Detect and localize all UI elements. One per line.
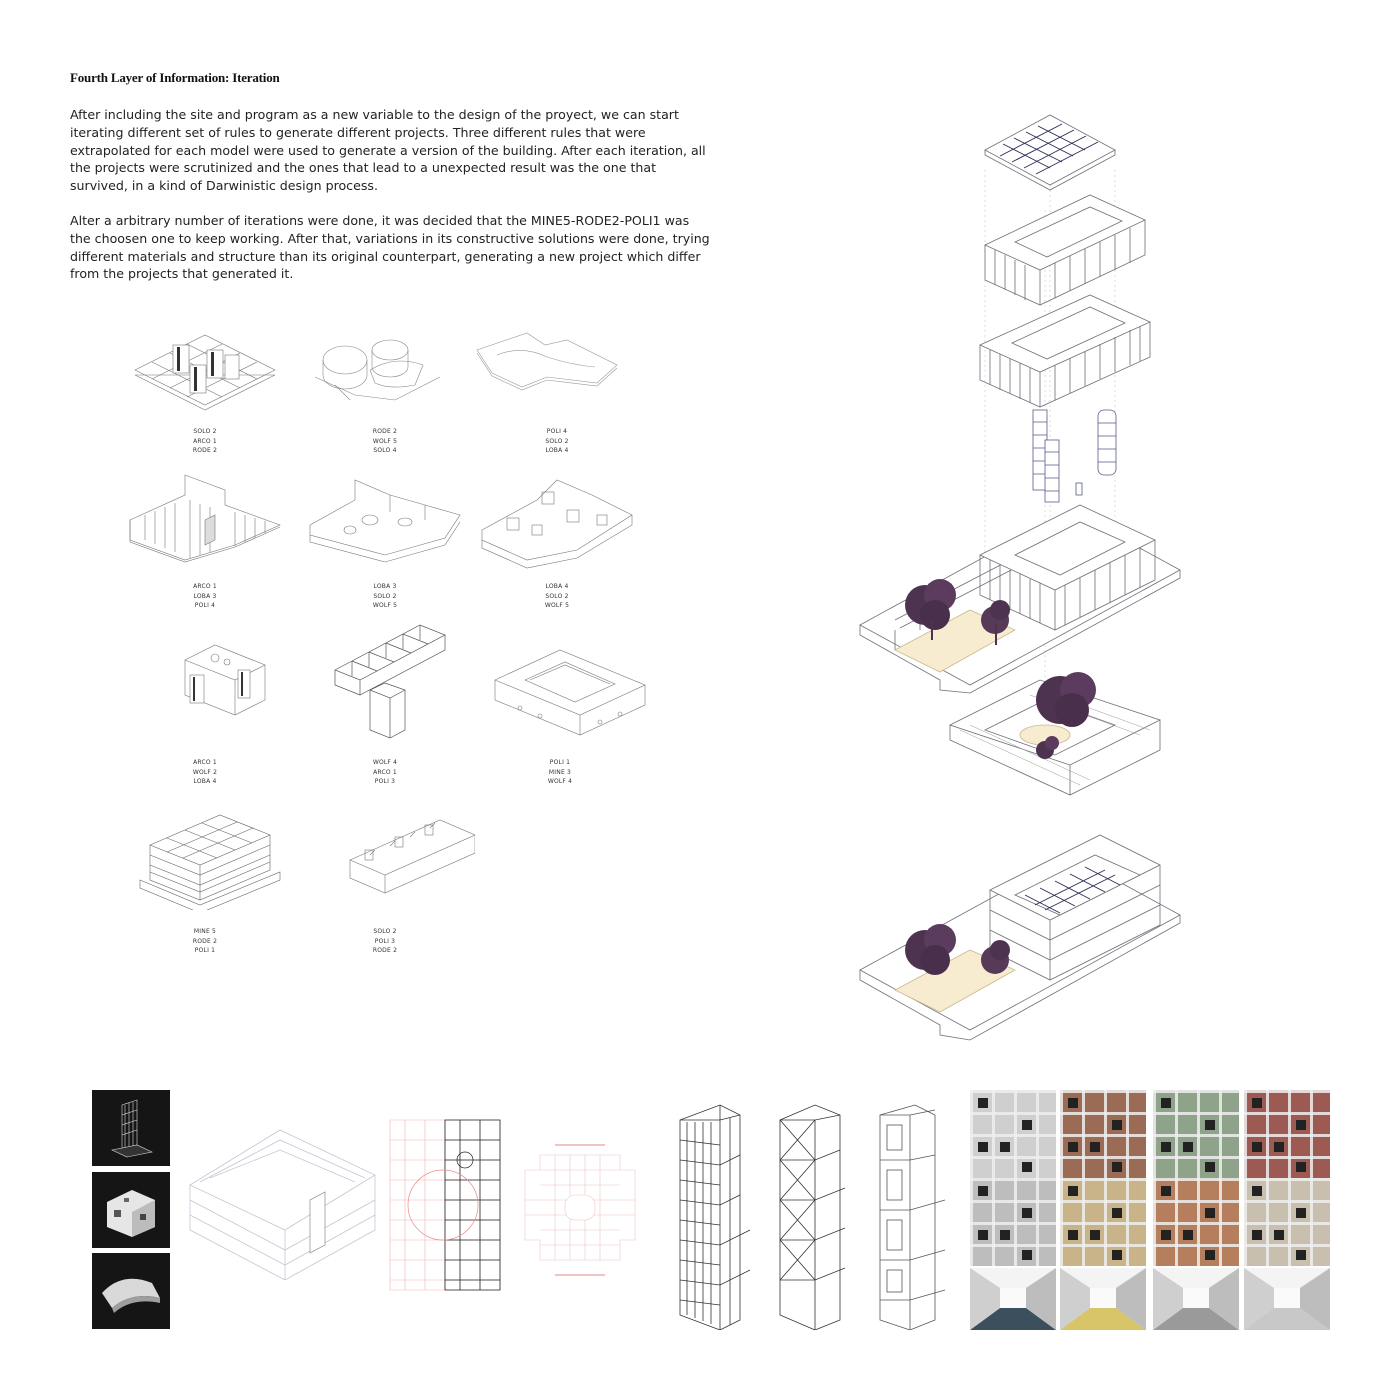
intro-paragraph: After including the site and program as a new variable to the design of the proyect, we can start iterating different set of rules to generate different projects. Three different rules that were extrapolated for each model were used to generate a version of the building. After each iteration, all the projects were scrutinized and the ones that lead to a unexpected result was the one that survived, in a kind of Darwinistic design process. (70, 107, 706, 194)
iteration-item: WOLF 4 ARCO 1 POLI 3 (295, 620, 475, 780)
corridor-render (1060, 1268, 1146, 1330)
l-shaped-frame-model-icon (115, 470, 295, 580)
model-photo-curve (92, 1253, 170, 1329)
timber-frame-tower-drawing (675, 1100, 765, 1330)
iteration-item: ARCO 1 LOBA 3 POLI 4 (115, 470, 295, 630)
iteration-item: MINE 5 RODE 2 POLI 1 (125, 800, 305, 960)
corridor-render (970, 1268, 1056, 1330)
exploded-building-drawing (840, 110, 1200, 1060)
facade-tile (1244, 1178, 1330, 1266)
facade-tile (1060, 1090, 1146, 1178)
iteration-item: SOLO 2 ARCO 1 RODE 2 (115, 315, 295, 475)
braced-frame-tower-drawing (770, 1100, 860, 1330)
small-cube-model-icon (115, 630, 295, 740)
facade-tile (1244, 1090, 1330, 1178)
courtyard-box-model-icon (480, 630, 660, 740)
iteration-item: SOLO 2 POLI 3 RODE 2 (295, 800, 475, 960)
model-photo-tower (92, 1090, 170, 1166)
iteration-item: RODE 2 WOLF 5 SOLO 4 (295, 315, 475, 475)
concrete-tower-drawing (875, 1100, 955, 1330)
iteration-item: POLI 1 MINE 3 WOLF 4 (480, 630, 660, 790)
floor-plan-pattern-drawing (520, 1135, 640, 1285)
iteration-item: LOBA 4 SOLO 2 WOLF 5 (467, 470, 647, 630)
facade-tile (1153, 1178, 1239, 1266)
facade-tile (970, 1178, 1056, 1266)
cantilever-frame-model-icon (295, 620, 475, 740)
corridor-render (1153, 1268, 1239, 1330)
conclusion-paragraph: Alter a arbitrary number of iterations were done, it was decided that the MINE5-RODE2-POLI1 was the choosen one to keep working. After that, variations in its constructive solutions were done, trying different materials and structure than its original counterpart, generating a new project which differ from the projects that generated it. (70, 213, 710, 282)
thin-outline-model-icon (467, 315, 647, 425)
plinth-blocks-model-icon (467, 470, 647, 580)
material-strip (90, 1085, 1340, 1335)
long-bar-model-icon (295, 800, 475, 910)
grid-blocks-model-icon (115, 315, 295, 425)
stepped-massing-drawing (185, 1120, 380, 1280)
facade-tile (1153, 1090, 1239, 1178)
curved-volumes-model-icon (295, 315, 475, 425)
plan-grid-drawing (385, 1115, 505, 1295)
model-photo-cube (92, 1172, 170, 1248)
stair-cores (1033, 410, 1116, 502)
facade-tile (970, 1090, 1056, 1178)
section-heading: Fourth Layer of Information: Iteration (70, 70, 280, 85)
corridor-render (1244, 1268, 1330, 1330)
exploded-axonometric (840, 110, 1200, 1060)
platform-model-icon (295, 470, 475, 580)
iteration-item: LOBA 3 SOLO 2 WOLF 5 (295, 470, 475, 630)
iteration-item: ARCO 1 WOLF 2 LOBA 4 (115, 630, 295, 790)
iteration-item: POLI 4 SOLO 2 LOBA 4 (467, 315, 647, 475)
facade-tile (1060, 1178, 1146, 1266)
stepped-grid-tower-model-icon (125, 800, 305, 910)
